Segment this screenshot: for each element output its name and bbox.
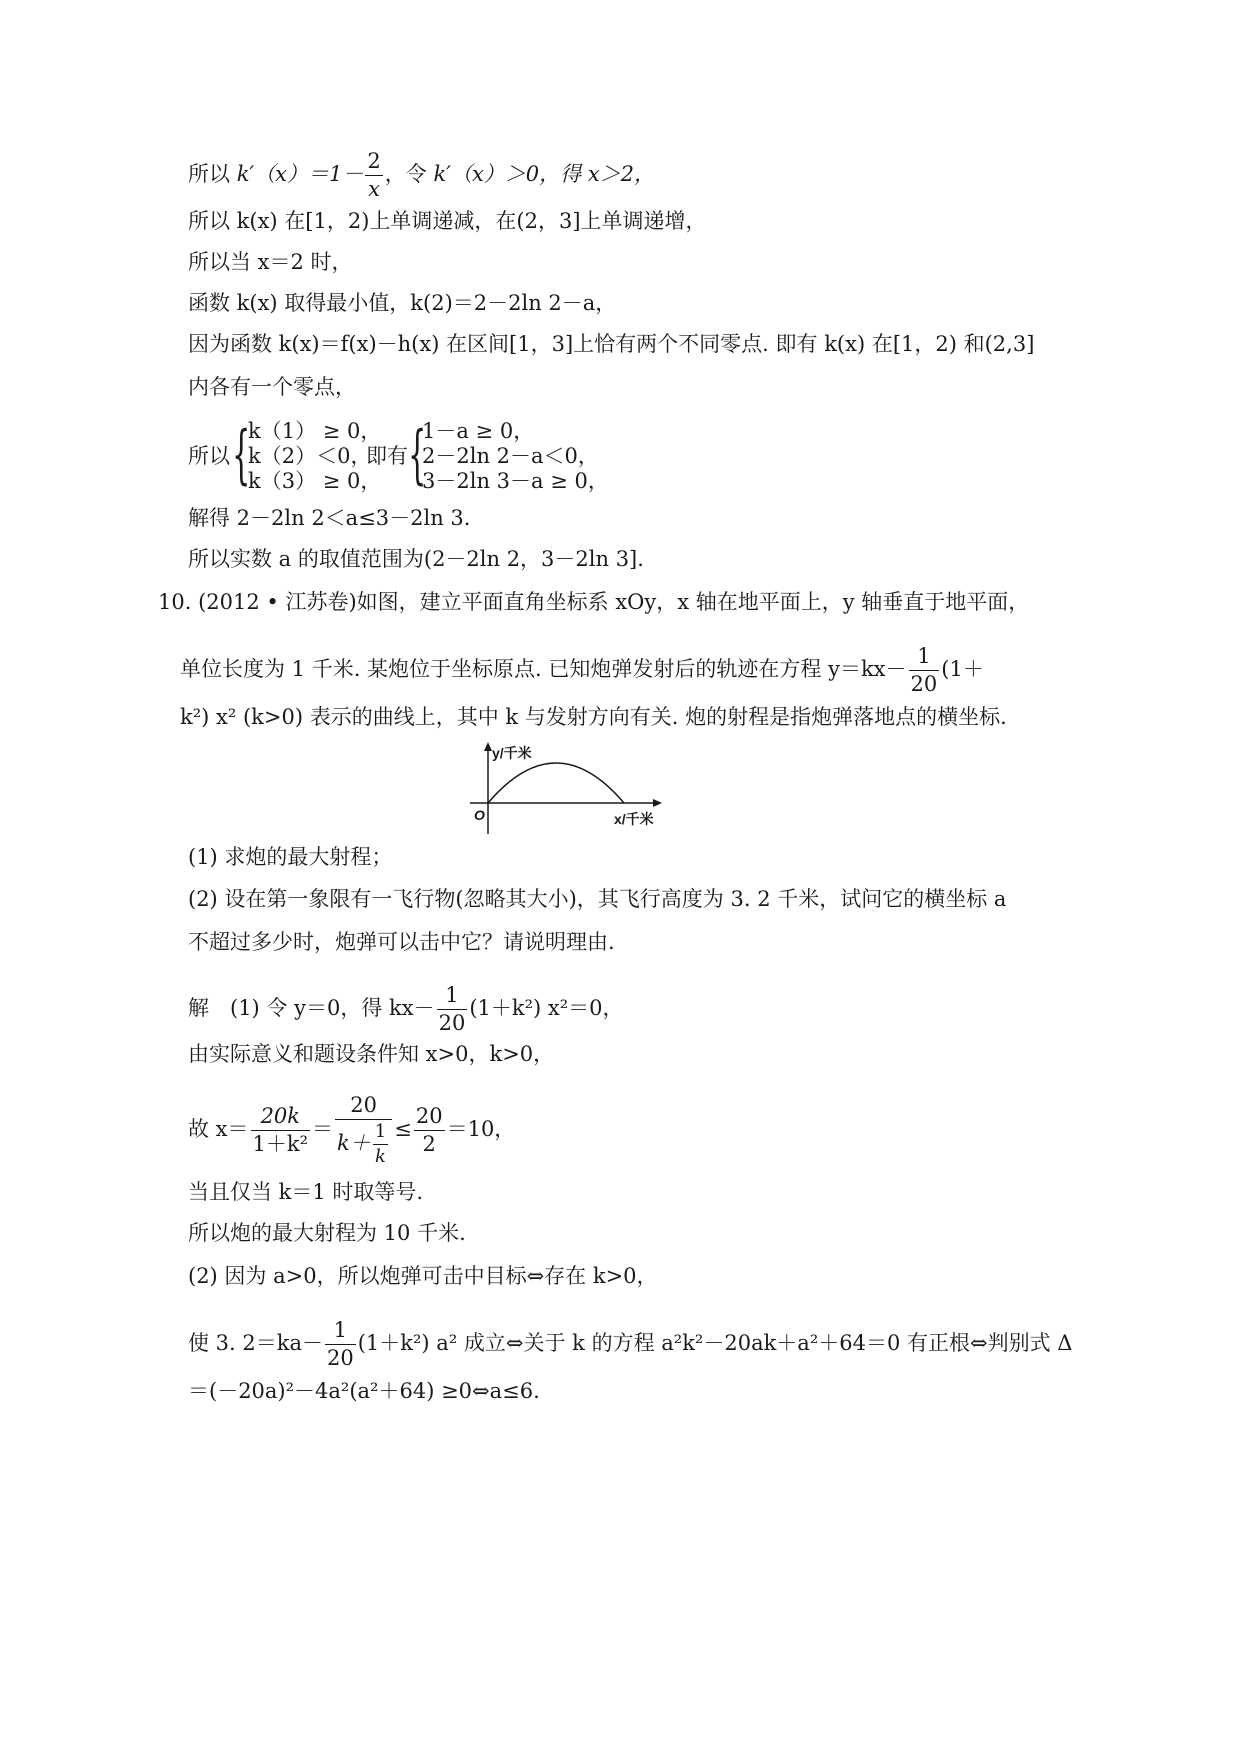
numerator: 1 bbox=[437, 985, 468, 1010]
solution-line8: ＝(－20a)²－4a²(a²＋64) ≥0⇔a≤6. bbox=[188, 1379, 540, 1403]
subquestion-2-line2: 不超过多少时，炮弹可以击中它？请说明理由. bbox=[188, 930, 615, 954]
ineq-row: 3－2ln 3－a ≥ 0， bbox=[422, 469, 609, 493]
fraction bbox=[251, 1106, 311, 1155]
text: 解 (1) 令 y＝0，得 kx－ bbox=[188, 996, 435, 1020]
math-expr: x＞2， bbox=[587, 162, 656, 186]
inequality-system-1 bbox=[248, 419, 381, 494]
solution-line1 bbox=[188, 985, 624, 1034]
text: 使 3. 2＝ka－ bbox=[188, 1331, 323, 1355]
left-brace: { bbox=[408, 418, 427, 492]
line-range: 所以实数 a 的取值范围为(2－2ln 2，3－2ln 3]. bbox=[188, 547, 644, 571]
text: ＝10， bbox=[446, 1117, 516, 1141]
line-monotonic: 所以 k(x) 在[1，2)上单调递减，在(2，3]上单调递增， bbox=[188, 209, 707, 233]
subquestion-2-line1: (2) 设在第一象限有一飞行物(忽略其大小)，其飞行高度为 3. 2 千米，试问它的横坐标 a bbox=[188, 887, 1007, 911]
numerator: 2 bbox=[365, 151, 382, 176]
x-axis-label: x/千米 bbox=[614, 811, 654, 827]
text: 故 x＝ bbox=[188, 1117, 249, 1141]
denominator bbox=[335, 1120, 392, 1166]
fraction bbox=[909, 646, 940, 695]
text: (1＋k²) a² 成立⇔关于 k 的方程 a²k²－20ak＋a²＋64＝0 有正根⇔判别式 Δ bbox=[357, 1331, 1073, 1355]
solution-line2: 由实际意义和题设条件知 x>0，k>0， bbox=[188, 1042, 555, 1066]
fraction bbox=[373, 1123, 388, 1166]
solution-line3 bbox=[188, 1095, 515, 1166]
left-brace: { bbox=[232, 418, 251, 492]
line-solve: 解得 2－2ln 2＜a≤3－2ln 3. bbox=[188, 506, 471, 530]
solution-line6: (2) 因为 a>0，所以炮弹可击中目标⇔存在 k>0， bbox=[188, 1264, 658, 1288]
solution-line7 bbox=[188, 1320, 1072, 1369]
line-each-zero: 内各有一个零点， bbox=[188, 375, 356, 399]
math-expr: k′（x）＝1－ bbox=[236, 162, 364, 186]
y-axis-arrow bbox=[484, 742, 492, 751]
text: (1＋k²) x²＝0， bbox=[469, 996, 624, 1020]
numerator: 20k bbox=[251, 1106, 311, 1131]
line-derivative bbox=[188, 151, 655, 200]
denominator: k bbox=[375, 1146, 386, 1167]
origin-label: O bbox=[474, 807, 485, 823]
fraction bbox=[437, 985, 468, 1034]
numerator: 20 bbox=[414, 1106, 445, 1131]
text: ，令 bbox=[384, 162, 427, 186]
subquestion-1: (1) 求炮的最大射程； bbox=[188, 845, 393, 869]
trajectory-figure bbox=[462, 740, 672, 840]
solution-line5: 所以炮的最大射程为 10 千米. bbox=[188, 1221, 466, 1245]
denominator: 20 bbox=[327, 1346, 354, 1370]
fraction bbox=[365, 151, 382, 200]
fraction bbox=[325, 1320, 356, 1369]
question-10-line1: 10. (2012 • 江苏卷)如图，建立平面直角坐标系 xOy，x 轴在地平面上，y 轴垂直于地平面， bbox=[158, 590, 1030, 614]
label-so: 所以 bbox=[188, 444, 230, 468]
ineq-row: k（2）＜0， bbox=[248, 444, 372, 468]
fraction bbox=[335, 1095, 392, 1166]
ineq-row: 1－a ≥ 0， bbox=[422, 419, 535, 443]
question-10-line3: k²) x² (k>0) 表示的曲线上，其中 k 与发射方向有关. 炮的射程是指炮弹落地点的横坐标. bbox=[180, 705, 1007, 729]
denominator: 20 bbox=[438, 1011, 466, 1035]
line-zeros: 因为函数 k(x)＝f(x)－h(x) 在区间[1，3]上恰有两个不同零点. 即有 k(x) 在[1，2) 和(2,3] bbox=[188, 332, 1035, 356]
question-10-line2 bbox=[180, 646, 984, 695]
ineq-row: k（1） ≥ 0， bbox=[248, 419, 382, 443]
denominator: 2 bbox=[422, 1132, 436, 1156]
label-namely: 即有 bbox=[366, 444, 408, 468]
text: ＝ bbox=[312, 1117, 334, 1141]
ineq-row: k（3） ≥ 0， bbox=[248, 469, 382, 493]
solution-line4: 当且仅当 k＝1 时取等号. bbox=[188, 1180, 424, 1204]
line-when-x2: 所以当 x＝2 时， bbox=[188, 250, 353, 274]
text: ≤ bbox=[394, 1117, 412, 1141]
numerator: 1 bbox=[909, 646, 940, 671]
text: k＋ bbox=[337, 1131, 371, 1155]
numerator: 1 bbox=[373, 1123, 388, 1145]
denominator: 20 bbox=[910, 672, 938, 696]
trajectory-curve bbox=[488, 763, 624, 803]
math-expr: k′（x）＞0，得 bbox=[433, 162, 582, 186]
line-minimum: 函数 k(x) 取得最小值，k(2)＝2－2ln 2－a， bbox=[188, 291, 617, 315]
fraction bbox=[414, 1106, 445, 1155]
text: 所以 bbox=[188, 162, 230, 186]
x-axis-arrow bbox=[653, 799, 662, 807]
numerator: 1 bbox=[325, 1320, 356, 1345]
denominator: 1＋k² bbox=[252, 1132, 309, 1156]
numerator: 20 bbox=[335, 1095, 392, 1120]
text: (1＋ bbox=[941, 657, 984, 681]
denominator: x bbox=[368, 177, 380, 201]
ineq-row: 2－2ln 2－a＜0， bbox=[422, 444, 599, 468]
y-axis-label: y/千米 bbox=[492, 745, 532, 761]
text: 单位长度为 1 千米. 某炮位于坐标原点. 已知炮弹发射后的轨迹在方程 y＝kx－ bbox=[180, 657, 907, 681]
inequality-system-2 bbox=[422, 419, 609, 494]
